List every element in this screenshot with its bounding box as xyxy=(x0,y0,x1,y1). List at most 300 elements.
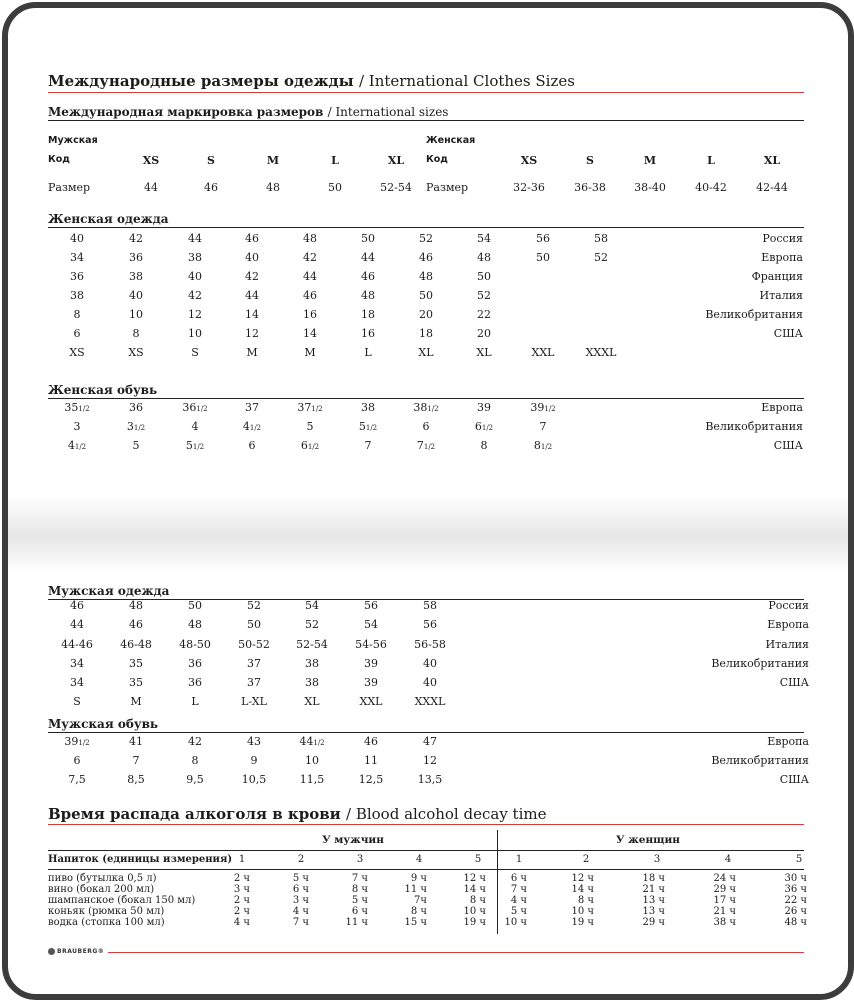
women-shoes-cell xyxy=(301,439,319,452)
size-value: 38 xyxy=(305,657,319,670)
men-clothing-cell xyxy=(423,676,437,689)
size-value: 10 xyxy=(305,754,319,767)
country-label: Франция xyxy=(751,270,803,283)
men-clothing-cell xyxy=(414,638,446,651)
half-size-fraction: 1/2 xyxy=(311,405,323,413)
size-value: 37 xyxy=(297,401,312,414)
alcohol-title-ru: Время распада алкоголя в крови xyxy=(48,805,341,823)
size-value: 5 xyxy=(185,439,193,452)
size-value: 37 xyxy=(247,676,261,689)
country-label: США xyxy=(773,327,803,340)
men-clothing-cell xyxy=(61,638,93,651)
women-clothing-cell xyxy=(245,232,259,245)
men-shoes-cell xyxy=(418,773,443,786)
size-value: 7,5 xyxy=(68,773,86,786)
page-title-en: International Clothes Sizes xyxy=(368,72,575,90)
drink-name: вино (бокал 200 мл) xyxy=(48,884,155,895)
women-shoes-cell xyxy=(297,401,322,414)
women-decay-time: 18 ч xyxy=(642,873,665,884)
women-clothing-cell xyxy=(303,327,317,340)
men-clothing-cell xyxy=(129,599,143,612)
size-value: 12 xyxy=(188,308,202,321)
size-value: 35 xyxy=(129,657,143,670)
size-value: 14 xyxy=(245,308,259,321)
size-value: 18 xyxy=(361,308,375,321)
women-clothing-cell xyxy=(245,251,259,264)
women-clothing-cell xyxy=(418,346,433,359)
men-size-cell: 52-54 xyxy=(380,181,412,194)
size-value: 34 xyxy=(70,676,84,689)
size-value: 35 xyxy=(64,401,79,414)
half-size-fraction: 1/2 xyxy=(427,405,439,413)
half-size-fraction: 1/2 xyxy=(249,424,262,432)
men-size-label: Размер xyxy=(48,181,91,194)
size-value: 10,5 xyxy=(241,773,267,786)
size-value: 8 xyxy=(132,327,140,340)
country-label: Италия xyxy=(759,289,803,302)
men-shoes-cell xyxy=(186,773,204,786)
women-clothing-cell xyxy=(361,308,375,321)
size-value: 56 xyxy=(364,599,378,612)
half-size-fraction: 1/2 xyxy=(74,443,87,451)
size-value: 42 xyxy=(188,289,202,302)
half-size-fraction: 1/2 xyxy=(313,739,325,747)
men-clothing-cell xyxy=(191,695,198,708)
men-decay-time: 8 ч xyxy=(351,884,368,895)
men-decay-time: 3 ч xyxy=(292,895,309,906)
size-value: 46 xyxy=(70,599,84,612)
size-value: 6 xyxy=(73,754,81,767)
women-clothing-cell xyxy=(303,308,317,321)
men-clothing-cell xyxy=(129,657,143,670)
size-value: 38 xyxy=(361,401,375,414)
women-shoes-cell xyxy=(417,439,435,452)
size-value: 12 xyxy=(423,754,437,767)
men-decay-time: 9 ч xyxy=(410,873,427,884)
size-value: 36 xyxy=(129,251,143,264)
size-value: 38 xyxy=(305,676,319,689)
women-clothing-cell xyxy=(70,270,84,283)
women-shoes-cell xyxy=(361,401,375,414)
men-shoes-cell xyxy=(364,735,378,748)
men-size-cell: 46 xyxy=(204,181,218,194)
size-value: XL xyxy=(304,695,320,708)
men-unit-header: 5 xyxy=(474,854,482,865)
women-shoes-cell xyxy=(68,439,86,452)
women-unit-header: 3 xyxy=(653,854,661,865)
women-clothing-cell xyxy=(419,232,433,245)
size-value: 5 xyxy=(358,420,366,433)
country-label: Россия xyxy=(768,599,809,612)
size-value: 18 xyxy=(419,327,433,340)
women-decay-time: 13 ч xyxy=(642,895,665,906)
women-decay-time: 4 ч xyxy=(510,895,527,906)
size-value: 37 xyxy=(247,657,261,670)
men-decay-time: 11 ч xyxy=(345,917,368,928)
men-clothing-cell xyxy=(238,638,270,651)
size-value: 48 xyxy=(129,599,143,612)
men-decay-time: 7 ч xyxy=(351,873,368,884)
half-size-fraction: 1/2 xyxy=(192,443,205,451)
men-shoes-cell xyxy=(305,754,319,767)
women-code-cell: S xyxy=(586,154,594,167)
women-clothing-cell xyxy=(188,251,202,264)
size-value: 4 xyxy=(67,439,75,452)
men-shoes-cell xyxy=(127,773,145,786)
women-shoes-cell xyxy=(192,420,199,433)
women-decay-time: 19 ч xyxy=(571,917,594,928)
women-label: Женская xyxy=(426,135,476,146)
women-shoes-cell xyxy=(129,401,143,414)
size-value: 56-58 xyxy=(414,638,446,651)
men-shoes-title: Мужская обувь xyxy=(48,717,159,731)
size-value: XXL xyxy=(359,695,383,708)
men-clothing-cell xyxy=(70,676,84,689)
men-decay-time: 3 ч xyxy=(233,884,250,895)
size-value: 50 xyxy=(188,599,202,612)
women-clothing-cell xyxy=(129,251,143,264)
women-unit-header: 5 xyxy=(795,854,803,865)
men-shoes-cell xyxy=(129,735,143,748)
size-value: XS xyxy=(128,346,144,359)
women-shoes-cell xyxy=(534,439,552,452)
men-clothing-cell xyxy=(360,695,383,708)
women-shoes-cell xyxy=(74,420,81,433)
men-shoes-cell xyxy=(299,735,324,748)
size-value: 46-48 xyxy=(120,638,152,651)
women-shoes-divider xyxy=(48,398,804,399)
men-decay-time: 14 ч xyxy=(463,884,486,895)
size-value: 40 xyxy=(70,232,84,245)
men-shoes-cell xyxy=(423,754,437,767)
brand-logo-icon xyxy=(48,948,55,955)
brand-logo xyxy=(48,948,104,955)
men-decay-time: 4 ч xyxy=(233,917,250,928)
size-value: 44 xyxy=(303,270,317,283)
women-code-cell: XS xyxy=(520,154,538,167)
country-label: США xyxy=(773,439,803,452)
men-clothing-cell xyxy=(423,657,437,670)
size-value: 5 xyxy=(132,439,140,452)
men-decay-time: 7ч xyxy=(414,895,427,906)
women-clothing-cell xyxy=(594,232,608,245)
women-shoes-cell xyxy=(249,439,256,452)
men-clothing-cell xyxy=(305,657,319,670)
men-code-cell: L xyxy=(331,154,339,167)
country-label: Великобритания xyxy=(705,308,803,321)
women-clothing-cell xyxy=(477,232,491,245)
intl-sizes-title: Международная маркировка размеров / International sizes xyxy=(48,105,449,119)
size-value: 42 xyxy=(303,251,317,264)
size-value: 4 xyxy=(191,420,199,433)
country-label: Европа xyxy=(761,251,803,264)
women-clothing-cell xyxy=(419,289,433,302)
size-value: XS xyxy=(69,346,85,359)
men-clothing-cell xyxy=(305,599,319,612)
men-clothing-cell xyxy=(188,657,202,670)
women-clothing-cell xyxy=(536,251,550,264)
women-decay-time: 8 ч xyxy=(577,895,594,906)
women-unit-header: 4 xyxy=(724,854,732,865)
men-label: Мужская xyxy=(48,135,98,146)
size-value: 6 xyxy=(422,420,430,433)
men-shoes-cell xyxy=(74,754,81,767)
size-value: 44-46 xyxy=(61,638,93,651)
size-value: S xyxy=(73,695,81,708)
women-clothing-cell xyxy=(477,327,491,340)
size-value: L xyxy=(191,695,199,708)
women-size-label: Размер xyxy=(426,181,469,194)
women-clothing-cell xyxy=(188,270,202,283)
size-value: 50 xyxy=(361,232,375,245)
women-clothing-cell xyxy=(586,346,617,359)
size-value: 36 xyxy=(70,270,84,283)
men-code-label: Код xyxy=(48,154,70,165)
size-value: 39 xyxy=(477,401,491,414)
size-value: 7 xyxy=(364,439,372,452)
size-value: 52 xyxy=(477,289,491,302)
women-size-cell: 40-42 xyxy=(695,181,727,194)
men-decay-time: 8 ч xyxy=(410,906,427,917)
size-value: 58 xyxy=(423,599,437,612)
women-shoes-cell xyxy=(245,401,259,414)
women-clothing-cell xyxy=(69,346,84,359)
women-clothing-cell xyxy=(246,346,257,359)
size-value: 44 xyxy=(245,289,259,302)
women-shoes-cell xyxy=(243,420,261,433)
women-clothing-cell xyxy=(594,251,608,264)
men-decay-time: 2 ч xyxy=(233,895,250,906)
men-clothing-cell xyxy=(188,599,202,612)
women-shoes-cell xyxy=(530,401,555,414)
country-label: Италия xyxy=(765,638,809,651)
women-shoes-title: Женская обувь xyxy=(48,383,158,397)
women-decay-time: 12 ч xyxy=(571,873,594,884)
women-shoes-cell xyxy=(182,401,207,414)
women-clothing-cell xyxy=(188,232,202,245)
women-clothing-cell xyxy=(129,289,143,302)
women-shoes-cell xyxy=(307,420,314,433)
size-value: 6 xyxy=(474,420,482,433)
women-decay-time: 24 ч xyxy=(713,873,736,884)
women-shoes-cell xyxy=(64,401,89,414)
men-clothing-cell xyxy=(304,695,319,708)
men-code-cell: S xyxy=(207,154,215,167)
men-decay-time: 19 ч xyxy=(463,917,486,928)
table-column-divider xyxy=(497,830,498,934)
size-value: 42 xyxy=(245,270,259,283)
men-clothing-cell xyxy=(364,599,378,612)
women-code-cell: XL xyxy=(763,154,781,167)
size-value: 39 xyxy=(64,735,79,748)
women-size-cell: 32-36 xyxy=(513,181,545,194)
men-clothing-cell xyxy=(120,638,152,651)
size-value: 46 xyxy=(419,251,433,264)
size-value: 8,5 xyxy=(127,773,145,786)
half-size-fraction: 1/2 xyxy=(307,443,320,451)
men-clothing-cell xyxy=(364,618,378,631)
size-value: 42 xyxy=(129,232,143,245)
women-shoes-cell xyxy=(475,420,493,433)
half-size-fraction: 1/2 xyxy=(78,739,90,747)
size-value: 48 xyxy=(477,251,491,264)
size-value: 34 xyxy=(70,251,84,264)
men-shoes-cell xyxy=(192,754,199,767)
size-value: 3 xyxy=(126,420,134,433)
women-decay-time: 36 ч xyxy=(784,884,807,895)
men-clothing-cell xyxy=(247,618,261,631)
men-decay-time: 7 ч xyxy=(292,917,309,928)
size-value: 11,5 xyxy=(299,773,325,786)
women-clothing-cell xyxy=(133,327,140,340)
women-code-cell: L xyxy=(707,154,715,167)
men-shoes-cell xyxy=(247,735,261,748)
women-unit-header: 2 xyxy=(582,854,590,865)
women-clothing-cell xyxy=(361,251,375,264)
men-shoes-cell xyxy=(64,735,89,748)
size-value: 54 xyxy=(305,599,319,612)
men-clothing-cell xyxy=(129,618,143,631)
country-label: Европа xyxy=(761,401,803,414)
size-value: XL xyxy=(476,346,492,359)
size-value: 44 xyxy=(361,251,375,264)
size-value: XXXL xyxy=(414,695,446,708)
size-value: 46 xyxy=(129,618,143,631)
women-clothing-cell xyxy=(476,346,491,359)
size-value: M xyxy=(130,695,142,708)
men-decay-time: 11 ч xyxy=(404,884,427,895)
size-value: 36 xyxy=(188,676,202,689)
size-value: 48 xyxy=(419,270,433,283)
size-value: 16 xyxy=(361,327,375,340)
size-value: L xyxy=(364,346,372,359)
size-value: 56 xyxy=(423,618,437,631)
half-size-fraction: 1/2 xyxy=(540,443,553,451)
men-clothing-cell xyxy=(305,618,319,631)
women-decay-time: 38 ч xyxy=(713,917,736,928)
size-value: 9,5 xyxy=(186,773,204,786)
men-decay-time: 5 ч xyxy=(351,895,368,906)
size-value: M xyxy=(246,346,258,359)
women-clothing-cell xyxy=(361,327,375,340)
half-size-fraction: 1/2 xyxy=(133,424,146,432)
women-clothing-cell xyxy=(361,270,375,283)
women-decay-time: 13 ч xyxy=(642,906,665,917)
men-decay-time: 6 ч xyxy=(351,906,368,917)
women-clothing-cell xyxy=(188,327,202,340)
size-value: 39 xyxy=(364,657,378,670)
women-decay-time: 29 ч xyxy=(713,884,736,895)
size-value: 5 xyxy=(306,420,314,433)
size-value: 50 xyxy=(419,289,433,302)
women-decay-time: 5 ч xyxy=(510,906,527,917)
size-value: 12 xyxy=(245,327,259,340)
size-value: 34 xyxy=(70,657,84,670)
women-decay-time: 6 ч xyxy=(510,873,527,884)
size-value: 56 xyxy=(536,232,550,245)
size-value: XXL xyxy=(531,346,555,359)
men-clothing-cell xyxy=(364,657,378,670)
men-shoes-cell xyxy=(423,735,437,748)
men-shoes-divider xyxy=(48,732,804,733)
size-value: 48 xyxy=(303,232,317,245)
intl-title-ru: Международная маркировка размеров xyxy=(48,105,324,119)
men-clothing-cell xyxy=(415,695,446,708)
women-shoes-cell xyxy=(127,420,145,433)
size-value: 35 xyxy=(129,676,143,689)
men-shoes-cell xyxy=(359,773,384,786)
size-value: 36 xyxy=(188,657,202,670)
men-clothing-cell xyxy=(247,657,261,670)
size-value: 40 xyxy=(129,289,143,302)
men-clothing-cell xyxy=(70,599,84,612)
women-clothing-cell xyxy=(419,327,433,340)
men-decay-time: 8 ч xyxy=(469,895,486,906)
women-clothing-cell xyxy=(477,270,491,283)
women-clothing-cell xyxy=(188,289,202,302)
notebook-page xyxy=(2,2,854,1000)
women-clothing-cell xyxy=(419,270,433,283)
women-decay-time: 14 ч xyxy=(571,884,594,895)
women-decay-time: 22 ч xyxy=(784,895,807,906)
size-value: 8 xyxy=(480,439,488,452)
men-shoes-cell xyxy=(133,754,140,767)
women-code-cell: M xyxy=(643,154,657,167)
men-size-cell: 44 xyxy=(144,181,158,194)
men-clothing-cell xyxy=(179,638,211,651)
men-decay-time: 2 ч xyxy=(233,906,250,917)
size-value: XL xyxy=(418,346,434,359)
alcohol-title-en: Blood alcohol decay time xyxy=(355,805,547,823)
country-label: Великобритания xyxy=(705,420,803,433)
women-clothing-cell xyxy=(536,232,550,245)
women-unit-header: 1 xyxy=(515,854,523,865)
size-value: 46 xyxy=(245,232,259,245)
size-value: 44 xyxy=(188,232,202,245)
size-value: 52 xyxy=(247,599,261,612)
women-clothing-cell xyxy=(70,232,84,245)
women-clothing-cell xyxy=(303,232,317,245)
women-shoes-cell xyxy=(540,420,547,433)
page-title-ru: Международные размеры одежды xyxy=(48,72,354,90)
men-shoes-cell xyxy=(251,754,258,767)
page-fold-shadow xyxy=(8,494,848,572)
size-value: 50 xyxy=(536,251,550,264)
women-clothing-cell xyxy=(303,270,317,283)
women-clothing-cell xyxy=(129,270,143,283)
women-size-cell: 38-40 xyxy=(634,181,666,194)
men-clothing-cell xyxy=(305,676,319,689)
women-decay-time: 17 ч xyxy=(713,895,736,906)
women-clothing-cell xyxy=(245,289,259,302)
men-clothing-cell xyxy=(296,638,328,651)
size-value: 40 xyxy=(245,251,259,264)
women-shoes-cell xyxy=(481,439,488,452)
footer-line xyxy=(108,952,804,953)
size-value: 50 xyxy=(477,270,491,283)
size-value: 6 xyxy=(73,327,81,340)
women-decay-time: 26 ч xyxy=(784,906,807,917)
men-clothing-cell xyxy=(129,676,143,689)
size-value: 7 xyxy=(416,439,424,452)
men-clothing-cell xyxy=(188,676,202,689)
men-decay-time: 2 ч xyxy=(233,873,250,884)
country-label: США xyxy=(779,676,809,689)
size-value: 10 xyxy=(129,308,143,321)
women-clothing-cell xyxy=(477,308,491,321)
size-value: 16 xyxy=(303,308,317,321)
size-value: 39 xyxy=(530,401,545,414)
